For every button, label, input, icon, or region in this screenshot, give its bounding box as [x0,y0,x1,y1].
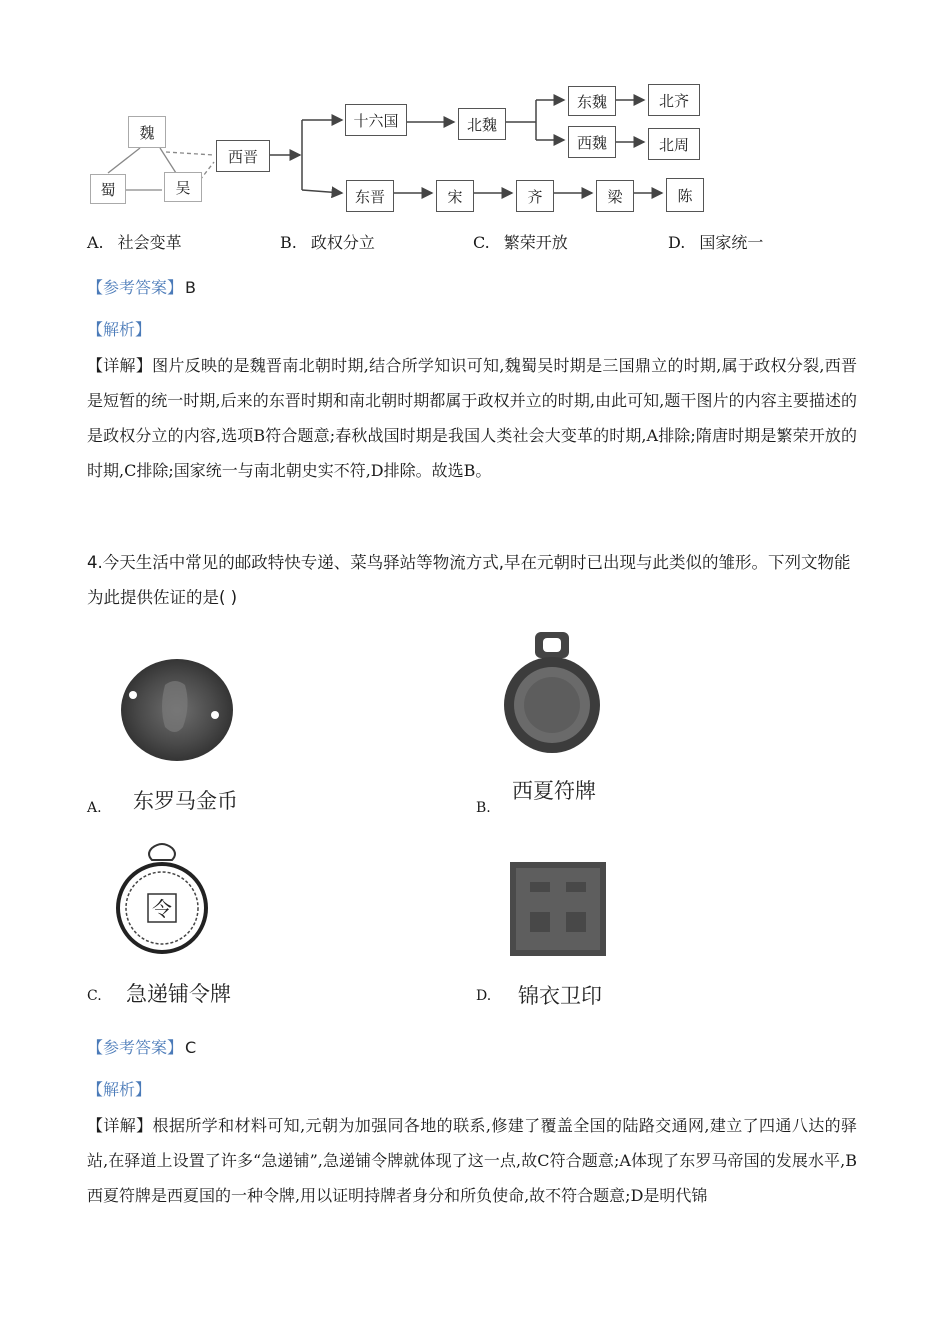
arrow-to-dongjin [302,190,342,193]
q3-option-c [473,230,568,253]
q3-option-a [87,230,182,253]
node-dongwei: 东魏 [568,86,616,116]
q3-detail: 【详解】图片反映的是魏晋南北朝时期,结合所学知识可知,魏蜀吴时期是三国鼎立的时期,属于政权分裂,西晋是短暂的统一时期,后来的东晋时期和南北朝时期都属于政权并立的时期,由此可知,题干图片的内容主要描述的是政权分立的内容,选项B符合题意;春秋战国时期是我国人类社会大变革的时期,A排除;隋唐时期是繁荣开放的时期,C排除;国家统一与南北朝史实不符,D排除。故选B。 [87,356,857,480]
node-qi: 齐 [516,180,554,212]
node-shu: 蜀 [90,174,126,204]
token-character: 令 [152,897,172,921]
q4-option-a-caption: 东罗马金币 [133,789,238,813]
option-letter: A. [87,233,104,252]
q4-detail: 【详解】根据所学和材料可知,元朝为加强同各地的联系,修建了覆盖全国的陆路交通网,建立了四通八达的驿站,在驿道上设置了许多“急递铺”,急递铺令牌就体现了这一点,故C符合题意;A体现了东罗马帝国的发展水平,B西夏符牌是西夏国的一种令牌,用以证明持牌者身分和所负使命,故不符合题意;D是明代锦 [87,1116,857,1205]
option-text: 繁荣开放 [503,233,568,252]
node-xijin: 西晋 [216,140,270,172]
q4-option-a-letter: A. [87,800,102,816]
q4-analysis-label: 【解析】 [87,1080,152,1099]
answer-label: 【参考答案】 [87,1038,184,1057]
answer-value: B [185,278,196,297]
node-song: 宋 [436,180,474,212]
q4-question: 4.今天生活中常见的邮政特快专递、菜鸟驿站等物流方式,早在元朝时已出现与此类似的雏形。下列文物能为此提供佐证的是( ) [87,553,851,607]
node-beizhou: 北周 [648,128,700,160]
node-dongjin: 东晋 [346,180,394,212]
gold-coin-image [117,655,237,765]
courier-token-image [112,840,212,960]
q4-option-b-letter: B. [476,800,491,816]
node-wei: 魏 [128,116,166,148]
xixia-tally-image [497,630,607,755]
q4-option-c-letter: C. [87,988,102,1004]
q4-option-b-caption: 西夏符牌 [512,779,596,803]
node-beiwei: 北魏 [458,108,506,140]
seal-image [510,862,606,956]
q3-analysis-label: 【解析】 [87,320,152,339]
node-wu: 吴 [164,172,202,202]
node-liang: 梁 [596,180,634,212]
q3-option-d [668,230,763,253]
q4-option-d-caption: 锦衣卫印 [518,984,602,1008]
node-shiliuguo: 十六国 [345,104,407,136]
q4-answer [87,1035,196,1058]
option-letter: D. [668,233,686,252]
q4-option-c-caption: 急递铺令牌 [126,982,231,1006]
option-letter: B. [280,233,297,252]
option-text: 政权分立 [310,233,375,252]
node-chen: 陈 [666,178,704,212]
q3-answer [87,275,196,298]
q4-option-d-letter: D. [476,988,492,1004]
line-wei-shu [108,148,140,173]
line-wei-xijin [166,152,214,155]
option-text: 国家统一 [699,233,764,252]
node-xiwei: 西魏 [568,126,616,158]
q3-option-b [280,230,375,253]
option-text: 社会变革 [117,233,182,252]
answer-value: C [185,1038,197,1057]
answer-label: 【参考答案】 [87,278,184,297]
node-beiqi: 北齐 [648,84,700,116]
line-wu-xijin [200,162,214,180]
option-letter: C. [473,233,490,252]
dynasty-diagram [80,80,720,220]
